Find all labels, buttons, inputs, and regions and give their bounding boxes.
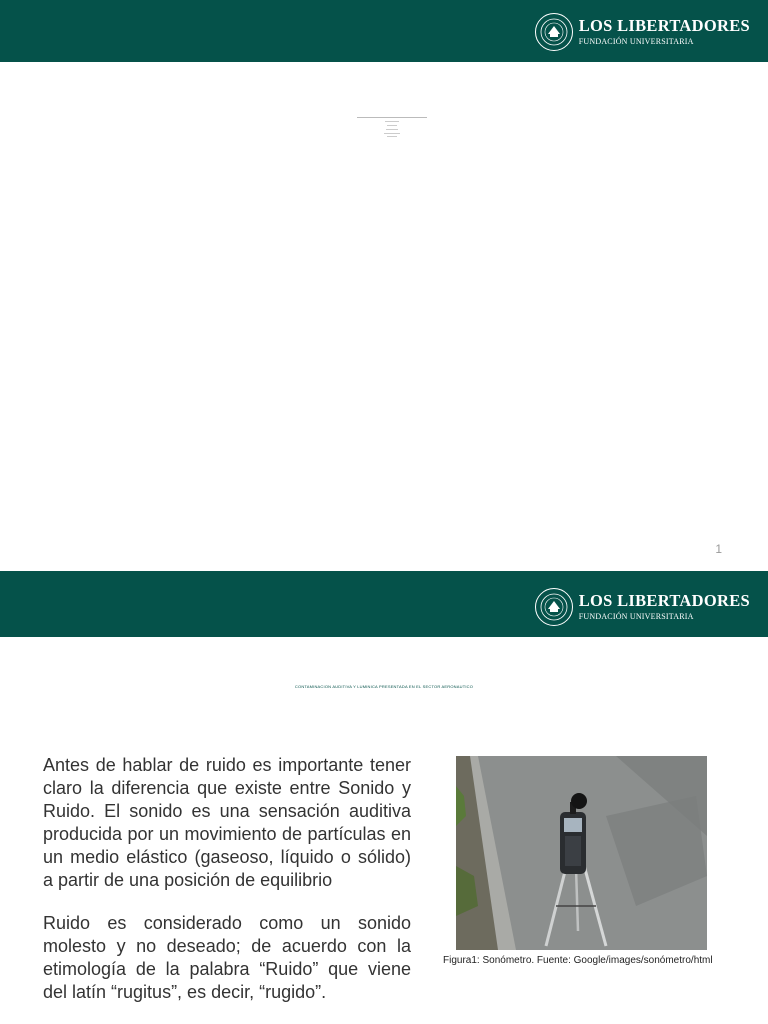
paragraph-sound: Antes de hablar de ruido es importante tener claro la diferencia que existe entre Sonido y Ruido. El sonido es una sensación auditiva producida por un movimiento de partículas en un medio elástico (gaseoso, líquido o sólido) a partir de una posición de equilibrio: [43, 755, 411, 890]
brand-subtitle: FUNDACIÓN UNIVERSITARIA: [578, 611, 694, 621]
page-number: 1: [715, 542, 722, 556]
paragraph-noise: Ruido es considerado como un sonido molesto y no deseado; de acuerdo con la etimología de la palabra “Ruido” que viene del latín “rugitus”, es decir, “rugido”.: [43, 913, 411, 1002]
body-text: [43, 754, 411, 1024]
slide-2: [0, 571, 768, 1024]
sound-level-meter-photo: [456, 756, 707, 950]
brand-logo: [535, 13, 750, 51]
tiny-text-lines: [344, 117, 440, 137]
figure-caption: Figura1: Sonómetro. Fuente: Google/images/sonómetro/html: [443, 955, 713, 966]
slide-header: [0, 0, 768, 62]
brand-subtitle: FUNDACIÓN UNIVERSITARIA: [578, 36, 694, 46]
university-seal-icon: [535, 588, 573, 626]
slide-title: CONTAMINACION AUDITIVA Y LUMINICA PRESENTADA EN EL SECTOR AERONAUTICO: [294, 684, 474, 689]
university-seal-icon: [535, 13, 573, 51]
brand-name: LOS LIBERTADORES: [578, 591, 750, 611]
slide-header: [0, 571, 768, 637]
brand-name: LOS LIBERTADORES: [578, 16, 750, 36]
brand-logo: [535, 588, 750, 626]
